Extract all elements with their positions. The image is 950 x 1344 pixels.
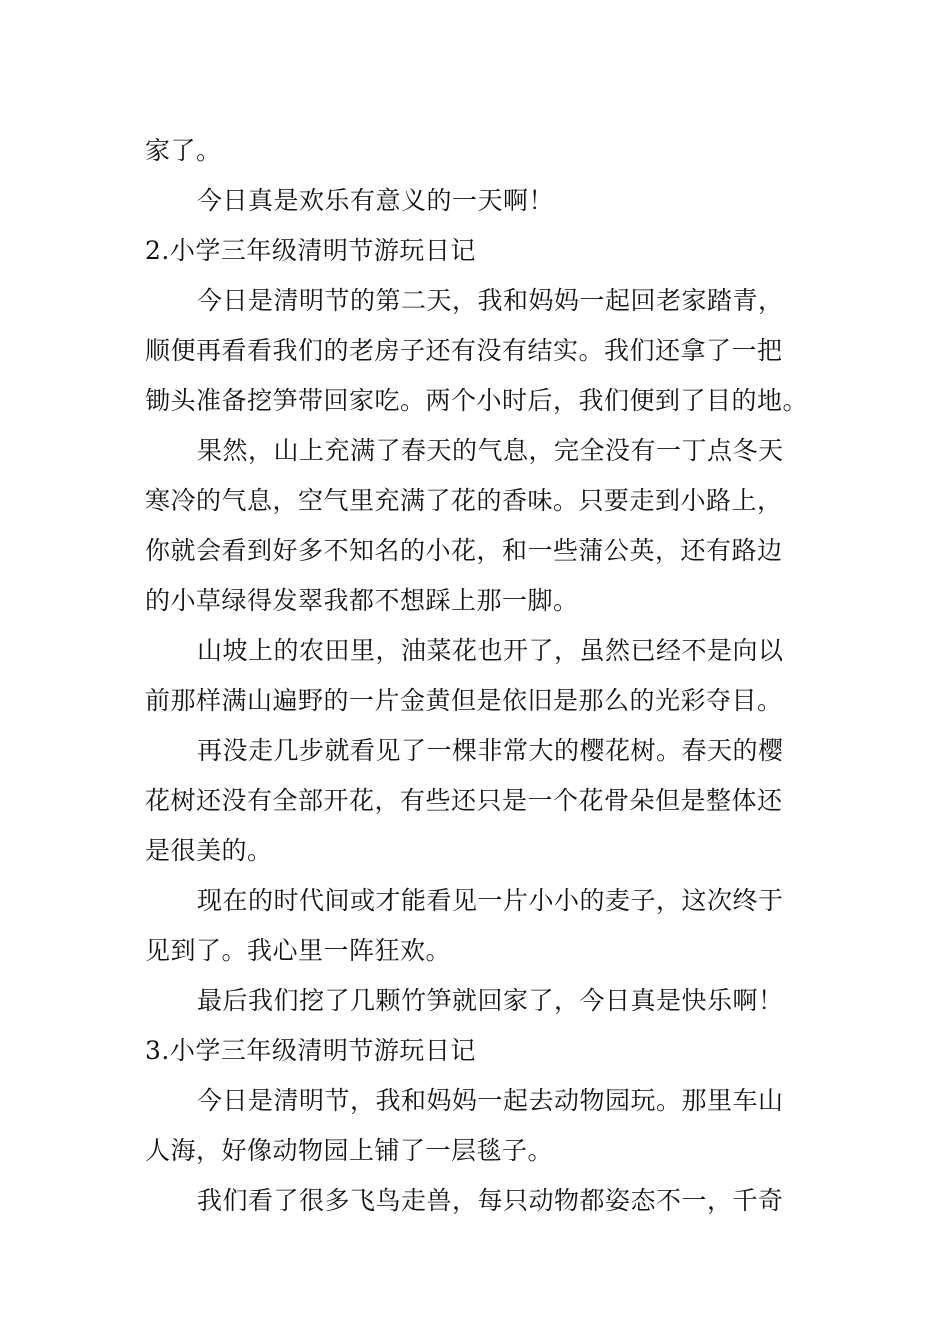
text-line: 顺便再看看我们的老房子还有没有结实。我们还拿了一把 xyxy=(145,336,783,365)
text-line: 家了。 xyxy=(145,136,222,165)
text-line: 是很美的。 xyxy=(145,836,273,865)
text-line: 花树还没有全部开花，有些还只是一个花骨朵但是整体还 xyxy=(145,786,783,815)
text-line: 果然，山上充满了春天的气息，完全没有一丁点冬天 xyxy=(197,436,784,465)
text-line: 今日是清明节的第二天，我和妈妈一起回老家踏青， xyxy=(197,286,784,315)
text-line: 现在的时代间或才能看见一片小小的麦子，这次终于 xyxy=(197,886,784,915)
text-line: 最后我们挖了几颗竹笋就回家了，今日真是快乐啊！ xyxy=(197,986,784,1015)
text-line: 山坡上的农田里，油菜花也开了，虽然已经不是向以 xyxy=(197,636,784,665)
section-heading: 2.小学三年级清明节游玩日记 xyxy=(145,236,476,265)
text-line: 人海，好像动物园上铺了一层毯子。 xyxy=(145,1136,554,1165)
text-line: 再没走几步就看见了一棵非常大的樱花树。春天的樱 xyxy=(197,736,784,765)
text-line: 前那样满山遍野的一片金黄但是依旧是那么的光彩夺目。 xyxy=(145,686,783,715)
text-line: 你就会看到好多不知名的小花，和一些蒲公英，还有路边 xyxy=(145,536,783,565)
text-line: 今日真是欢乐有意义的一天啊！ xyxy=(197,186,555,215)
text-line: 寒冷的气息，空气里充满了花的香味。只要走到小路上， xyxy=(145,486,783,515)
text-line: 的小草绿得发翠我都不想踩上那一脚。 xyxy=(145,586,579,615)
text-line: 见到了。我心里一阵狂欢。 xyxy=(145,936,452,965)
document-page xyxy=(145,126,810,1226)
text-line: 我们看了很多飞鸟走兽，每只动物都姿态不一，千奇 xyxy=(197,1186,784,1215)
section-heading: 3.小学三年级清明节游玩日记 xyxy=(145,1036,476,1065)
text-line: 今日是清明节，我和妈妈一起去动物园玩。那里车山 xyxy=(197,1086,784,1115)
text-line: 锄头准备挖笋带回家吃。两个小时后，我们便到了目的地。 xyxy=(145,386,809,415)
